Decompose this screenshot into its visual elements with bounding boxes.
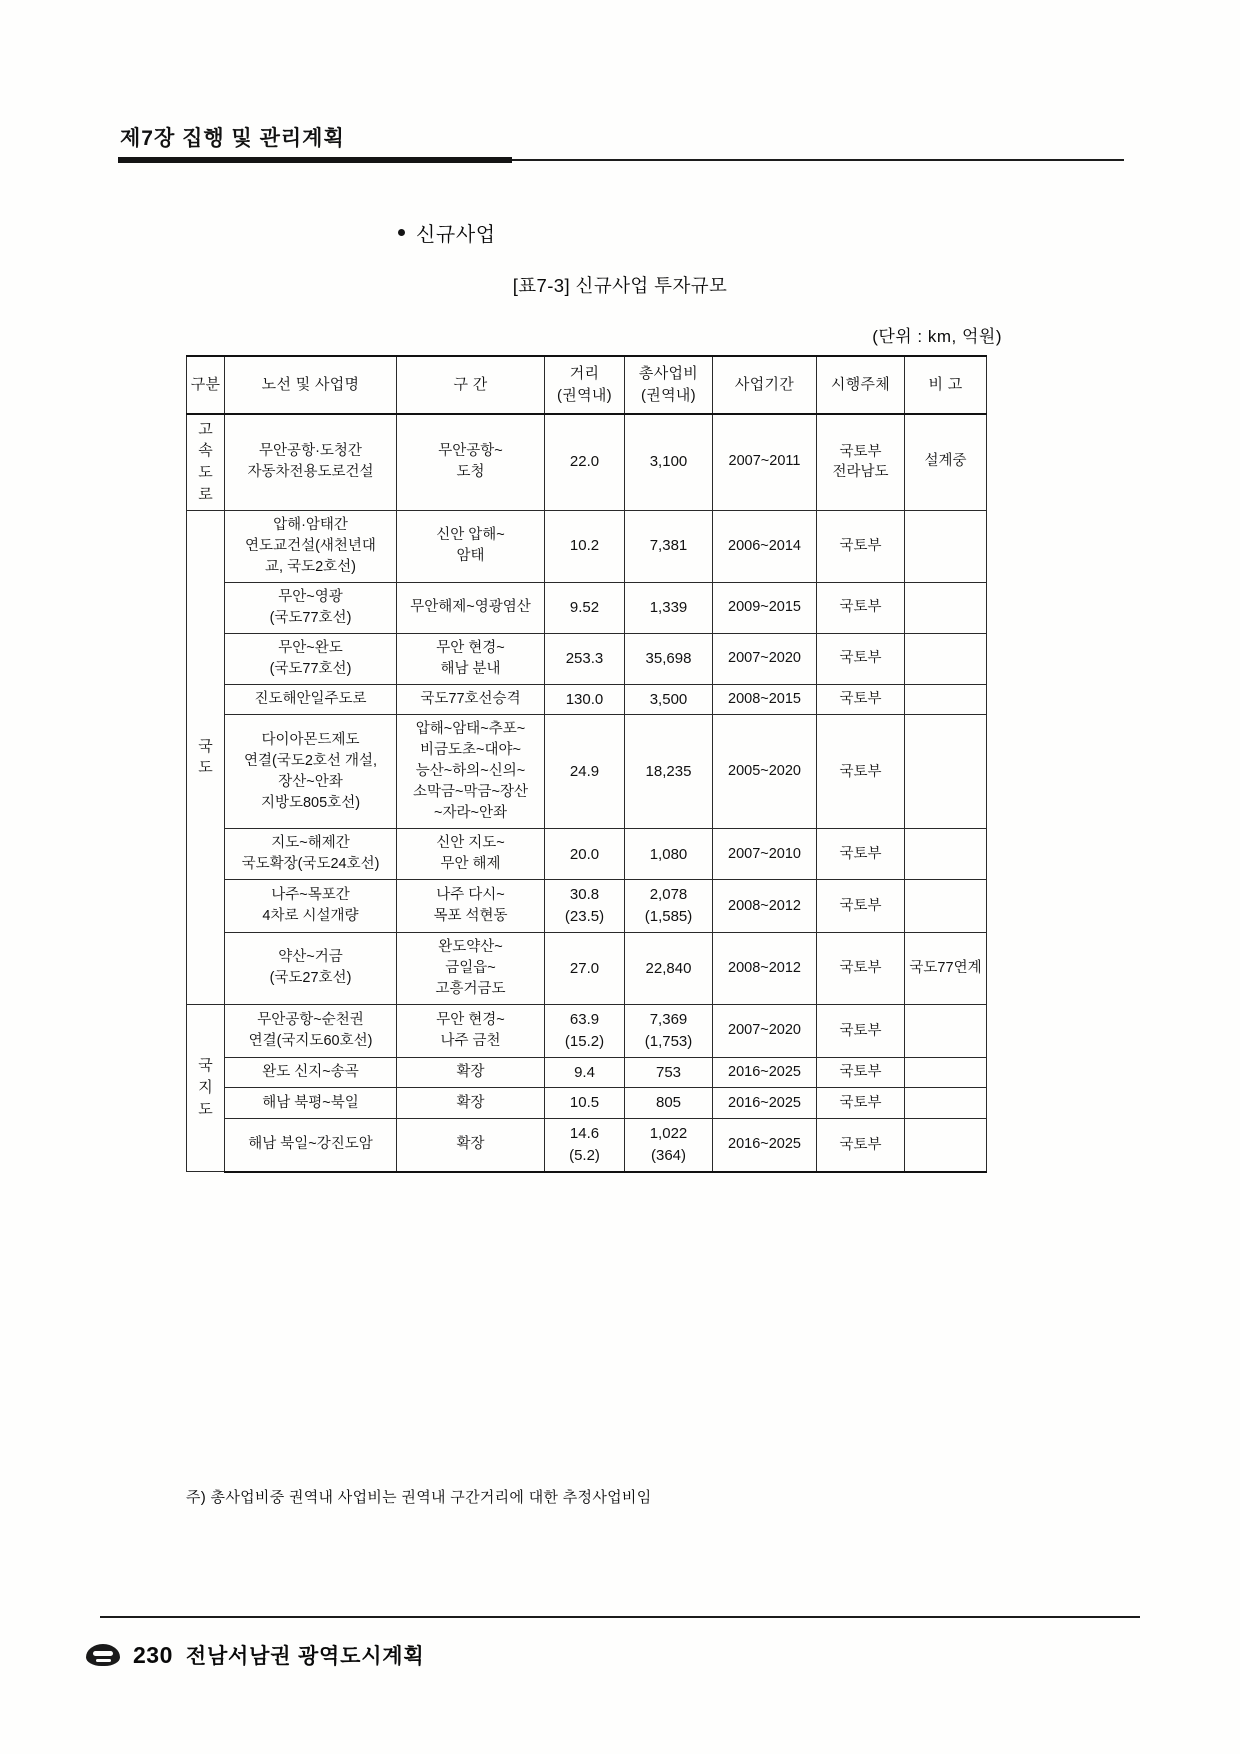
header-agency: 시행주체 — [817, 356, 905, 414]
cell-section: 나주 다시~ 목포 석현동 — [397, 880, 545, 933]
page-footer — [86, 1640, 424, 1670]
cell-section: 신안 지도~ 무안 해제 — [397, 829, 545, 880]
cell-agency: 국토부 — [817, 582, 905, 633]
cell-project-name: 해남 북일~강진도암 — [225, 1119, 397, 1172]
cell-distance: 9.4 — [545, 1057, 625, 1088]
cell-agency: 국토부 전라남도 — [817, 414, 905, 511]
cell-distance: 253.3 — [545, 633, 625, 684]
table-header-row — [187, 356, 987, 414]
cell-agency: 국토부 — [817, 510, 905, 582]
cell-period: 2016~2025 — [713, 1088, 817, 1119]
cell-period: 2016~2025 — [713, 1119, 817, 1172]
cell-section: 완도약산~ 금일읍~ 고흥거금도 — [397, 932, 545, 1004]
table-caption: [표7-3] 신규사업 투자규모 — [512, 275, 728, 296]
cell-cost: 3,100 — [625, 414, 713, 511]
cell-gubun: 고 속 도 로 — [187, 414, 225, 511]
cell-note: 설계중 — [905, 414, 987, 511]
cell-agency: 국토부 — [817, 880, 905, 933]
cell-cost: 753 — [625, 1057, 713, 1088]
cell-period: 2008~2012 — [713, 880, 817, 933]
cell-section: 확장 — [397, 1057, 545, 1088]
cell-distance: 27.0 — [545, 932, 625, 1004]
cell-section: 무안 현경~ 해남 분내 — [397, 633, 545, 684]
unit-note: (단위 : km, 억원) — [872, 327, 1002, 346]
cell-distance: 10.5 — [545, 1088, 625, 1119]
cell-project-name: 진도해안일주도로 — [225, 684, 397, 715]
bullet-dot-icon — [398, 229, 405, 236]
cell-project-name: 해남 북평~북일 — [225, 1088, 397, 1119]
rule-thick-segment — [118, 157, 512, 163]
cell-period: 2009~2015 — [713, 582, 817, 633]
cell-agency: 국토부 — [817, 1119, 905, 1172]
cell-cost: 1,080 — [625, 829, 713, 880]
cell-distance: 9.52 — [545, 582, 625, 633]
cell-agency: 국토부 — [817, 1005, 905, 1058]
cell-note — [905, 1057, 987, 1088]
cell-period: 2007~2011 — [713, 414, 817, 511]
cell-project-name: 약산~거금 (국도27호선) — [225, 932, 397, 1004]
table-row — [187, 932, 987, 1004]
cell-agency: 국토부 — [817, 1088, 905, 1119]
cell-cost: 35,698 — [625, 633, 713, 684]
cell-period: 2007~2020 — [713, 1005, 817, 1058]
cell-project-name: 무안~완도 (국도77호선) — [225, 633, 397, 684]
cell-cost: 7,369 (1,753) — [625, 1005, 713, 1058]
header-period: 사업기간 — [713, 356, 817, 414]
cell-period: 2008~2015 — [713, 684, 817, 715]
table-footnote: 주) 총사업비중 권역내 사업비는 권역내 구간거리에 대한 추정사업비임 — [186, 1489, 652, 1506]
table-row — [187, 684, 987, 715]
cell-note — [905, 684, 987, 715]
cell-period: 2007~2020 — [713, 633, 817, 684]
header-note: 비 고 — [905, 356, 987, 414]
footer-emblem-icon — [86, 1640, 120, 1670]
cell-project-name: 완도 신지~송곡 — [225, 1057, 397, 1088]
cell-note — [905, 1119, 987, 1172]
cell-distance: 30.8 (23.5) — [545, 880, 625, 933]
cell-cost: 3,500 — [625, 684, 713, 715]
cell-gubun: 국 도 — [187, 510, 225, 1005]
cell-section: 무안 현경~ 나주 금천 — [397, 1005, 545, 1058]
table-row — [187, 1088, 987, 1119]
cell-distance: 14.6 (5.2) — [545, 1119, 625, 1172]
cell-note — [905, 829, 987, 880]
cell-note: 국도77연계 — [905, 932, 987, 1004]
table-body — [187, 414, 987, 1172]
cell-cost: 18,235 — [625, 715, 713, 829]
table-row — [187, 510, 987, 582]
cell-agency: 국토부 — [817, 715, 905, 829]
cell-period: 2016~2025 — [713, 1057, 817, 1088]
cell-project-name: 무안~영광 (국도77호선) — [225, 582, 397, 633]
cell-gubun: 국 지 도 — [187, 1005, 225, 1172]
cell-section: 무안해제~영광염산 — [397, 582, 545, 633]
header-gubun: 구분 — [187, 356, 225, 414]
cell-section: 확장 — [397, 1119, 545, 1172]
table-row — [187, 880, 987, 933]
table-row — [187, 1119, 987, 1172]
cell-project-name: 무안공항·도청간 자동차전용도로건설 — [225, 414, 397, 511]
page-number: 230 — [133, 1641, 173, 1668]
cell-distance: 130.0 — [545, 684, 625, 715]
cell-distance: 63.9 (15.2) — [545, 1005, 625, 1058]
cell-cost: 7,381 — [625, 510, 713, 582]
cell-note — [905, 633, 987, 684]
cell-agency: 국토부 — [817, 684, 905, 715]
header-cost: 총사업비 (권역내) — [625, 356, 713, 414]
cell-agency: 국토부 — [817, 829, 905, 880]
header-distance: 거리 (권역내) — [545, 356, 625, 414]
cell-section: 무안공항~ 도청 — [397, 414, 545, 511]
table-row — [187, 715, 987, 829]
table-row — [187, 414, 987, 511]
cell-distance: 22.0 — [545, 414, 625, 511]
cell-cost: 1,022 (364) — [625, 1119, 713, 1172]
table-row — [187, 1057, 987, 1088]
chapter-header-rule — [118, 157, 1124, 164]
rule-thin-segment — [512, 159, 1124, 161]
bullet-item-label: 신규사업 — [416, 224, 496, 246]
cell-note — [905, 1005, 987, 1058]
cell-cost: 2,078 (1,585) — [625, 880, 713, 933]
header-section: 구 간 — [397, 356, 545, 414]
cell-note — [905, 715, 987, 829]
cell-period: 2006~2014 — [713, 510, 817, 582]
cell-note — [905, 582, 987, 633]
cell-note — [905, 510, 987, 582]
cell-section: 신안 압해~ 암태 — [397, 510, 545, 582]
cell-agency: 국토부 — [817, 932, 905, 1004]
footer-rule — [100, 1616, 1140, 1618]
bullet-item — [398, 218, 496, 247]
cell-distance: 24.9 — [545, 715, 625, 829]
cell-note — [905, 880, 987, 933]
table-row — [187, 633, 987, 684]
cell-cost: 805 — [625, 1088, 713, 1119]
chapter-header — [118, 122, 1124, 164]
cell-period: 2005~2020 — [713, 715, 817, 829]
cell-section: 확장 — [397, 1088, 545, 1119]
cell-project-name: 무안공항~순천권 연결(국지도60호선) — [225, 1005, 397, 1058]
cell-period: 2008~2012 — [713, 932, 817, 1004]
cell-project-name: 지도~해제간 국도확장(국도24호선) — [225, 829, 397, 880]
cell-cost: 22,840 — [625, 932, 713, 1004]
investment-table — [186, 355, 987, 1173]
cell-cost: 1,339 — [625, 582, 713, 633]
table-row — [187, 582, 987, 633]
cell-section: 압해~암태~추포~ 비금도초~대야~ 능산~하의~신의~ 소막금~막금~장산 ~자라~안좌 — [397, 715, 545, 829]
table-row — [187, 1005, 987, 1058]
cell-note — [905, 1088, 987, 1119]
cell-project-name: 나주~목포간 4차로 시설개량 — [225, 880, 397, 933]
cell-agency: 국토부 — [817, 1057, 905, 1088]
cell-distance: 10.2 — [545, 510, 625, 582]
cell-section: 국도77호선승격 — [397, 684, 545, 715]
header-name: 노선 및 사업명 — [225, 356, 397, 414]
cell-project-name: 압해·암태간 연도교건설(새천년대 교, 국도2호선) — [225, 510, 397, 582]
chapter-header-text: 제7장 집행 및 관리계획 — [120, 127, 345, 150]
cell-agency: 국토부 — [817, 633, 905, 684]
cell-period: 2007~2010 — [713, 829, 817, 880]
table-row — [187, 829, 987, 880]
cell-distance: 20.0 — [545, 829, 625, 880]
table-header — [187, 356, 987, 414]
cell-project-name: 다이아몬드제도 연결(국도2호선 개설, 장산~안좌 지방도805호선) — [225, 715, 397, 829]
book-title: 전남서남권 광역도시계획 — [185, 1645, 425, 1668]
investment-table-wrapper — [186, 355, 986, 1173]
